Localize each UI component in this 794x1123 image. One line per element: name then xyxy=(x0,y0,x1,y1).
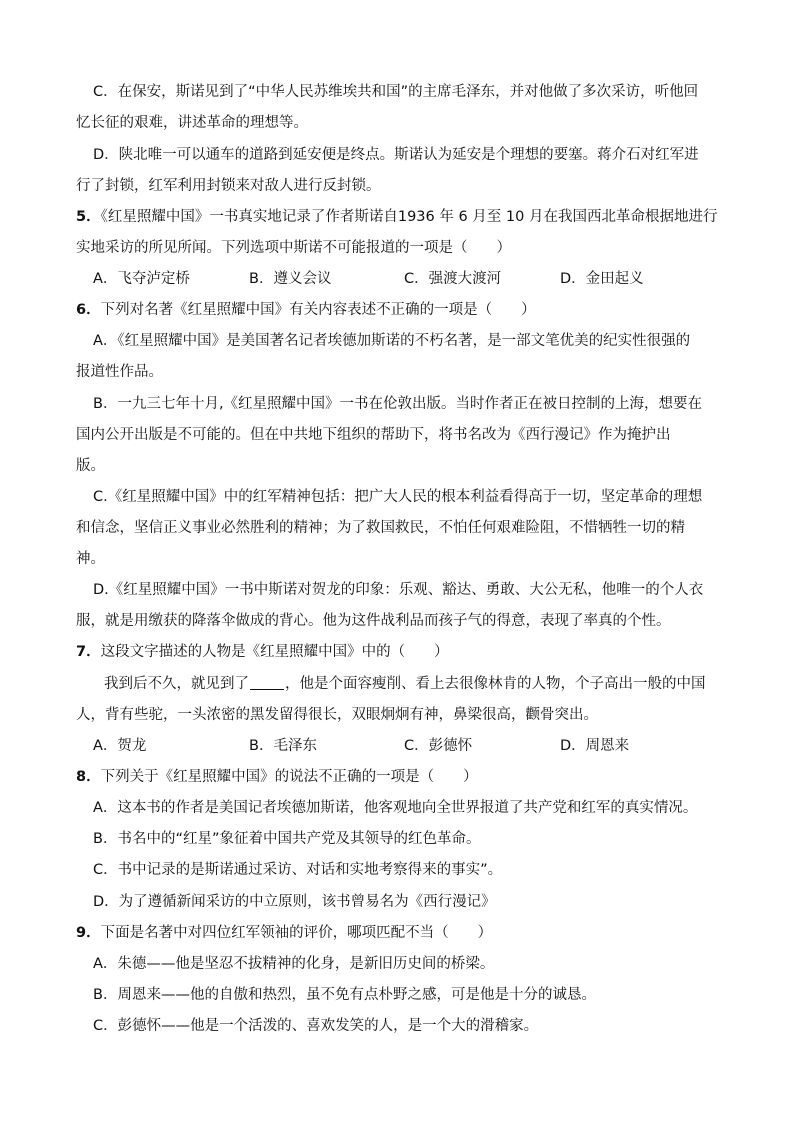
q6-option-c-line3: 神。 xyxy=(76,551,105,567)
q8-option-c: C．书中记录的是斯诺通过采访、对话和实地考察得来的事实”。 xyxy=(93,862,503,878)
q9-stem-text: 下面是名著中对四位红军领袖的评价，哪项匹配不当（ ） xyxy=(100,925,493,941)
q5-option-b: B．遵义会议 xyxy=(249,271,332,287)
q7-stem-text: 这段文字描述的人物是《红星照耀中国》中的（ ） xyxy=(100,644,449,660)
q9-option-b: B．周恩来——他的自傲和热烈，虽不免有点朴野之感，可是他是十分的诚恳。 xyxy=(93,987,596,1003)
q9-number: 9． xyxy=(76,925,101,941)
q7-option-d: D．周恩来 xyxy=(560,738,630,754)
q5-stem-text: 《红星照耀中国》一书真实地记录了作者斯诺自1936 年 6 月至 10 月在我国西北革命根据地进行 xyxy=(100,209,718,225)
q6-option-c-line2: 和信念，坚信正义事业必然胜利的精神；为了救国救民，不怕任何艰难险阻，不惜牺牲一切的精 xyxy=(76,520,685,536)
q7-passage-line2: 人，背有些驼，一头浓密的黑发留得很长，双眼炯炯有神，鼻梁很高，颧骨突出。 xyxy=(76,707,598,723)
q6-option-a-line1: A．《红星照耀中国》是美国著名记者埃德加斯诺的不朽名著，是一部文笔优美的纪实性很强的 xyxy=(93,333,691,349)
q7-option-c: C．彭德怀 xyxy=(404,738,473,754)
q4-option-d-line2: 行了封锁，红军利用封锁来对敌人进行反封锁。 xyxy=(76,178,381,194)
q5-option-c: C．强渡大渡河 xyxy=(404,271,502,287)
q9-option-c: C．彭德怀——他是一个活泼的、喜欢发笑的人，是一个大的滑稽家。 xyxy=(93,1018,539,1034)
q5-stem-line2: 实地采访的所见所闻。下列选项中斯诺不可能报道的一项是（ ） xyxy=(76,240,511,256)
q7-option-b: B．毛泽东 xyxy=(249,738,317,754)
q7-passage-pre: 我到后不久，就见到了 xyxy=(104,676,249,692)
q8-stem xyxy=(76,767,478,787)
q7-answer-blank xyxy=(250,675,284,690)
q6-option-b-line2: 国内公开出版是不可能的。但在中共地下组织的帮助下，将书名改为《西行漫记》作为掩护出 xyxy=(76,427,671,443)
q6-option-d-line2: 服，就是用缴获的降落伞做成的背心。他为这件战利品而孩子气的得意，表现了率真的个性。 xyxy=(76,613,671,629)
q5-stem-line1 xyxy=(76,207,717,227)
q6-number: 6． xyxy=(76,302,101,318)
q6-option-b-line3: 版。 xyxy=(76,458,105,474)
q9-stem xyxy=(76,923,492,943)
q7-stem xyxy=(76,642,449,662)
q6-option-a-line2: 报道性作品。 xyxy=(76,364,163,380)
q8-stem-text: 下列关于《红星照耀中国》的说法不正确的一项是（ ） xyxy=(100,769,478,785)
q4-option-c-line2: 忆长征的艰难，讲述革命的理想等。 xyxy=(76,115,308,131)
q6-option-b-line1: B．一九三七年十月,《红星照耀中国》一书在伦敦出版。当时作者正在被日控制的上海，想要在 xyxy=(93,396,703,412)
q6-stem-text: 下列对名著《红星照耀中国》有关内容表述不正确的一项是（ ） xyxy=(100,302,536,318)
q9-option-a: A．朱德——他是坚忍不拔精神的化身，是新旧历史间的桥梁。 xyxy=(93,956,495,972)
q4-option-d-line1: D．陕北唯一可以通车的道路到延安便是终点。斯诺认为延安是个理想的要塞。蒋介石对红军进 xyxy=(93,147,699,163)
q8-option-a: A．这本书的作者是美国记者埃德加斯诺，他客观地向全世界报道了共产党和红军的真实情况。 xyxy=(93,800,698,816)
q8-option-b: B．书名中的“红星”象征着中国共产党及其领导的红色革命。 xyxy=(93,831,481,847)
q7-passage-post: ，他是个面容瘦削、看上去很像林肯的人物，个子高出一般的中国 xyxy=(285,676,706,692)
q6-option-d-line1: D.《红星照耀中国》一书中斯诺对贺龙的印象：乐观、豁达、勇敢、大公无私，他唯一的个人衣 xyxy=(93,582,704,598)
q4-option-c-line1: C．在保安，斯诺见到了“中华人民苏维埃共和国”的主席毛泽东，并对他做了多次采访，听他回 xyxy=(93,84,699,100)
q8-number: 8． xyxy=(76,769,101,785)
q6-stem xyxy=(76,300,536,320)
q7-option-a: A．贺龙 xyxy=(93,738,147,754)
q6-option-c-line1: C.《红星照耀中国》中的红军精神包括：把广大人民的根本利益看得高于一切，坚定革命的理想 xyxy=(93,489,703,505)
q8-option-d: D．为了遵循新闻采访的中立原则，该书曾易名为《西行漫记》 xyxy=(93,894,496,910)
q5-option-a: A．飞夺泸定桥 xyxy=(93,271,190,287)
q7-number: 7． xyxy=(76,644,101,660)
q5-option-d: D．金田起义 xyxy=(560,271,644,287)
q7-passage-line1 xyxy=(104,674,706,694)
q5-number: 5． xyxy=(76,209,101,225)
